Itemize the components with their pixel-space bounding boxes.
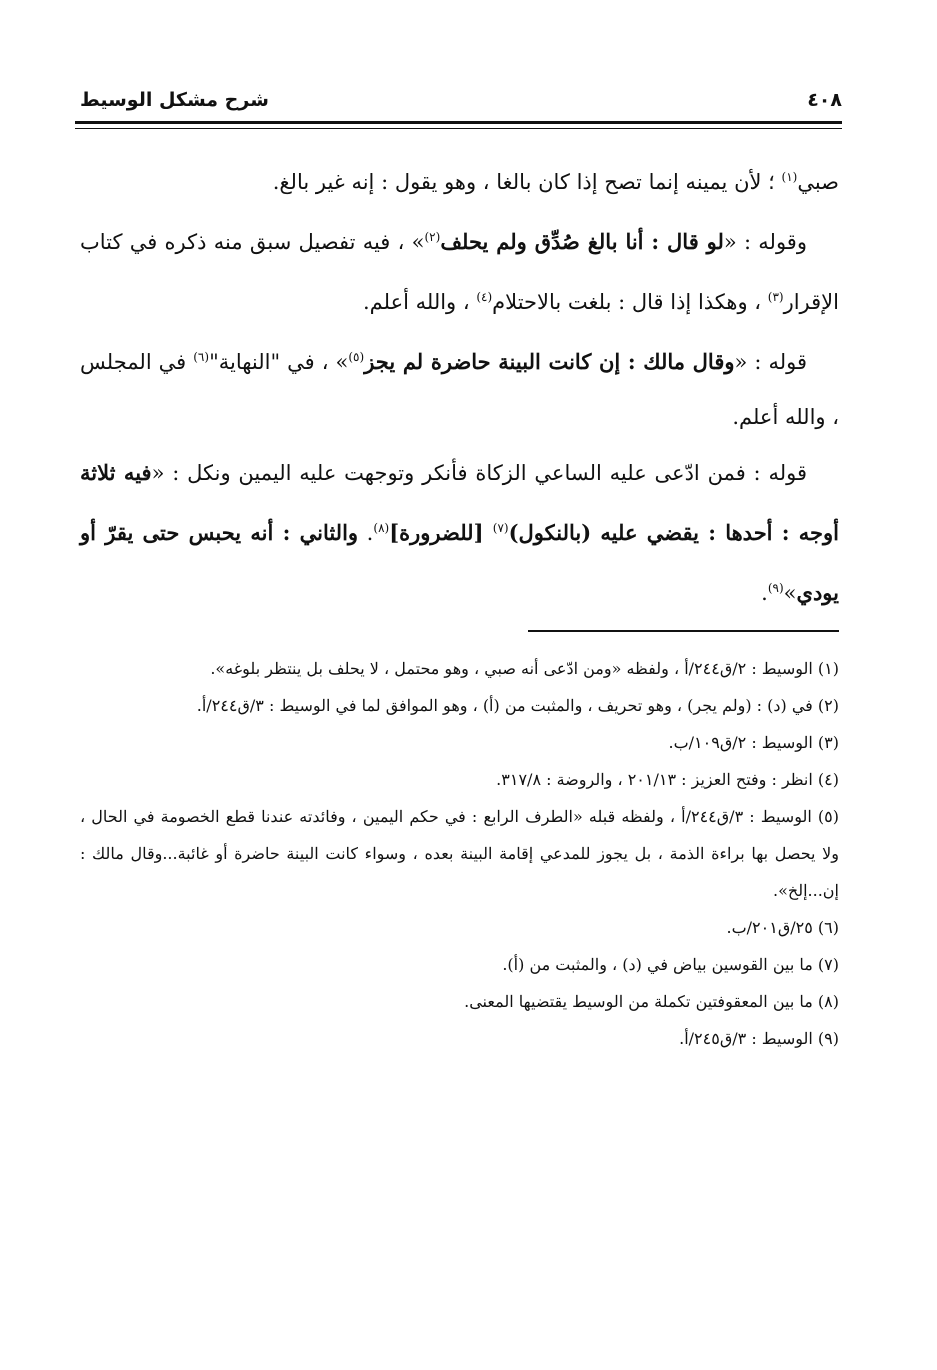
footnote-item: (٦) ٢٥/ق٢٠١/ب. [726,918,839,937]
footnote-item: (٣) الوسيط : ٢/ق١٠٩/ب. [668,733,839,752]
header-rule-thick [75,121,842,124]
main-text [80,150,839,621]
footnote-item: (١) الوسيط : ٢/ق٢٤٤/أ ، ولفظه «ومن ادّعى أنه صبي ، وهو محتمل ، لا يحلف بل ينتظر بلوغه». [210,659,839,678]
footnote-item: (٥) الوسيط : ٣/ق٢٤٤/أ ، ولفظه قبله «الطرف الرابع : في حكم اليمين ، وفائدته عندنا قطع الخصومة في الحال ، ولا يحصل بها براءة الذمة ، بل يجوز للمدعي إقامة البينة بعده ، وسواء كانت البينة حاضرة أو غائبة...وقال مالك : إن...إلخ». [80,807,839,900]
paragraph-3: قوله : «وقال مالك : إن كانت البينة حاضرة لم يجز$^{(٥)}$» ، في "النهاية"$^{(٦)}$ في المجلس ، والله أعلم. [80,349,839,429]
footnote-ref-2: (٢) [424,230,441,244]
page-number: ٤٠٨ [807,89,842,111]
footnote-ref-6: (٦) [193,350,210,364]
footnote-ref-8: (٨) [373,521,390,535]
footnote-item: (٩) الوسيط : ٣/ق٢٤٥/أ. [679,1029,839,1048]
footnote-item: (٢) في (د) : (ولم يجر) ، وهو تحريف ، والمثبت من (أ) ، وهو الموافق لما في الوسيط : ٣/ق٢٤٤/أ. [196,696,839,715]
footnote-ref-4: (٤) [476,290,493,304]
footnote-ref-9: (٩) [767,581,784,595]
footnote-ref-3: (٣) [767,290,784,304]
footnote-item: (٨) ما بين المعقوفتين تكملة من الوسيط يقتضيها المعنى. [464,992,839,1011]
quoted-text: فيه ثلاثة أوجه : أحدها : يقضي عليه (بالنكول) [80,460,839,545]
paragraph-4: قوله : فمن ادّعى عليه الساعي الزكاة فأنكر وتوجهت عليه اليمين ونكل : «فيه ثلاثة أوجه : أحدها : يقضي عليه (بالنكول)$^{(٧)}$ [للضرورة]$^{(٨)}$. والثاني : أنه يحبس حتى يقرّ أو يودي»$^{(٩)}$. [80,460,839,605]
footnote-ref-7: (٧) [492,521,509,535]
footnote-ref-5: (٥) [348,350,365,364]
footnotes [80,650,839,1057]
footnote-ref-1: (١) [781,170,798,184]
quoted-text: وقال مالك : إن كانت البينة حاضرة لم يجز [364,349,735,374]
header-rule-thin [75,128,842,129]
running-title: شرح مشكل الوسيط [80,89,269,111]
quoted-text: والثاني : أنه يحبس حتى يقرّ أو يودي [80,520,839,605]
footnote-separator [528,630,839,632]
footnote-item: (٤) انظر : وفتح العزيز : ٢٠١/١٣ ، والروضة : ٣١٧/٨. [496,770,839,789]
paragraph-1: صبي$^{(١)}$ ؛ لأن يمينه إنما تصح إذا كان بالغا ، وهو يقول : إنه غير بالغ. [272,170,839,194]
page-header [80,80,842,120]
quoted-text: لو قال : أنا بالغ صُدِّق ولم يحلف [440,229,724,254]
paragraph-2: وقوله : «لو قال : أنا بالغ صُدِّق ولم يحلف$^{(٢)}$» ، فيه تفصيل سبق منه ذكره في كتاب الإقرار$^{(٣)}$ ، وهكذا إذا قال : بلغت بالاحتلام$^{(٤)}$ ، والله أعلم. [80,229,839,314]
footnote-item: (٧) ما بين القوسين بياض في (د) ، والمثبت من (أ). [502,955,839,974]
